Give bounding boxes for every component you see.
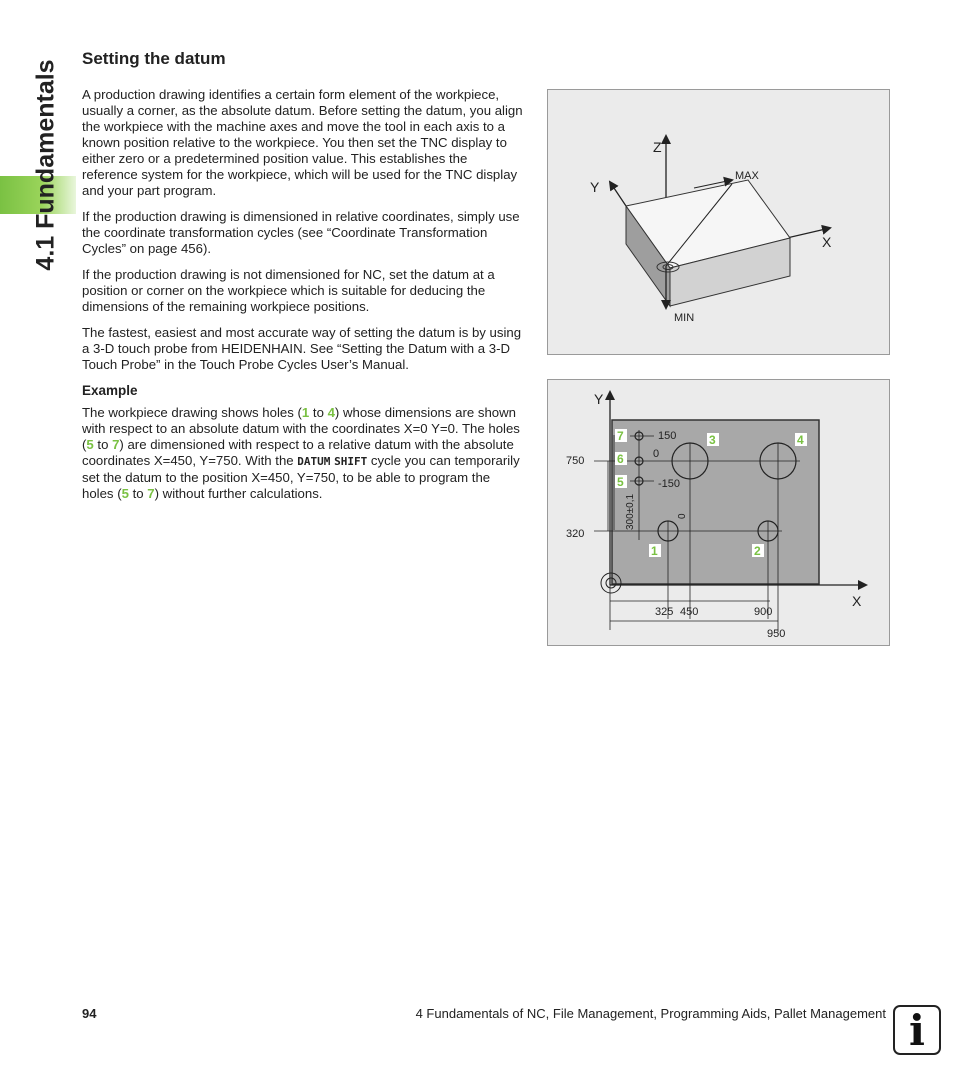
example-paragraph: The workpiece drawing shows holes (1 to 4) whose dimensions are shown with respect to an absolute datum with the coordinates X=0 Y=0. The holes (5 to 7) are dimensioned with respect to a relative datum with the absolute coordinates X=450, Y=750. With the DATUM SHIFT cycle you can temporarily set the datum to the position X=450, Y=750, to be able to program the holes (5 to 7) without further calculations. xyxy=(82,405,520,501)
label-x: X xyxy=(822,234,832,250)
label-y: Y xyxy=(590,179,600,195)
chapter-side-label: 4.1 Fundamentals xyxy=(31,59,60,271)
dim-150: 150 xyxy=(658,430,677,442)
dim-minus-150: -150 xyxy=(658,478,681,490)
info-icon-glyph: i xyxy=(909,1006,925,1055)
dim-300-tolerance: 300±0,1 xyxy=(625,493,636,530)
hole-label-7: 7 xyxy=(617,429,624,443)
info-icon[interactable] xyxy=(893,1005,941,1055)
label-max: MAX xyxy=(735,170,759,182)
dim-0: 0 xyxy=(653,448,660,460)
dim-750: 750 xyxy=(566,455,585,467)
figure-3d-workpiece xyxy=(547,89,890,355)
hole-label-5: 5 xyxy=(617,475,624,489)
label-min: MIN xyxy=(674,312,695,324)
dim-950: 950 xyxy=(767,628,786,640)
section-title: Setting the datum xyxy=(82,49,226,68)
paragraph-3: If the production drawing is not dimensioned for NC, set the datum at a position or corner on the workpiece which is suitable for deducing the dimensions of the remaining workpiece positions. xyxy=(82,267,495,314)
hole-label-2: 2 xyxy=(754,544,761,558)
hole-label-4: 4 xyxy=(797,433,804,447)
page-number: 94 xyxy=(82,1006,97,1021)
code-datum: DATUM xyxy=(297,455,331,468)
paragraph-2: If the production drawing is dimensioned in relative coordinates, simply use the coordinate transformation cycles (see “Coordinate Transformation Cycles” on page 456). xyxy=(82,209,520,256)
label-y: Y xyxy=(594,391,604,407)
figure-workpiece-drawing xyxy=(547,379,890,646)
dim-450: 450 xyxy=(680,606,699,618)
chapter-side-title xyxy=(26,40,66,290)
dim-320: 320 xyxy=(566,528,585,540)
hole-label-1: 1 xyxy=(651,544,658,558)
dim-900: 900 xyxy=(754,606,773,618)
dim-325: 325 xyxy=(655,606,674,618)
example-heading: Example xyxy=(82,383,138,398)
code-shift: SHIFT xyxy=(334,455,368,468)
hole-label-6: 6 xyxy=(617,452,624,466)
hole-label-3: 3 xyxy=(709,433,716,447)
footer-chapter-title: 4 Fundamentals of NC, File Management, Programming Aids, Pallet Management xyxy=(415,1006,886,1021)
body-text xyxy=(82,87,524,512)
paragraph-4: The fastest, easiest and most accurate way of setting the datum is by using a 3-D touch probe from HEIDENHAIN. See “Setting the Datum with a 3-D Touch Probe” in the Touch Probe Cycles User’s Manual. xyxy=(82,325,522,372)
dim-0-vertical: 0 xyxy=(677,513,688,519)
paragraph-1: A production drawing identifies a certain form element of the workpiece, usually a corner, as the absolute datum. Before setting the datum, you align the workpiece with the machine axes and move the tool in each axis to a known position relative to the workpiece. You then set the TNC display to either zero or a predetermined position value. This establishes the reference system for the workpiece, which will be used for the TNC display and your part program. xyxy=(82,87,523,198)
label-x: X xyxy=(852,593,862,609)
label-z: Z xyxy=(653,139,662,155)
